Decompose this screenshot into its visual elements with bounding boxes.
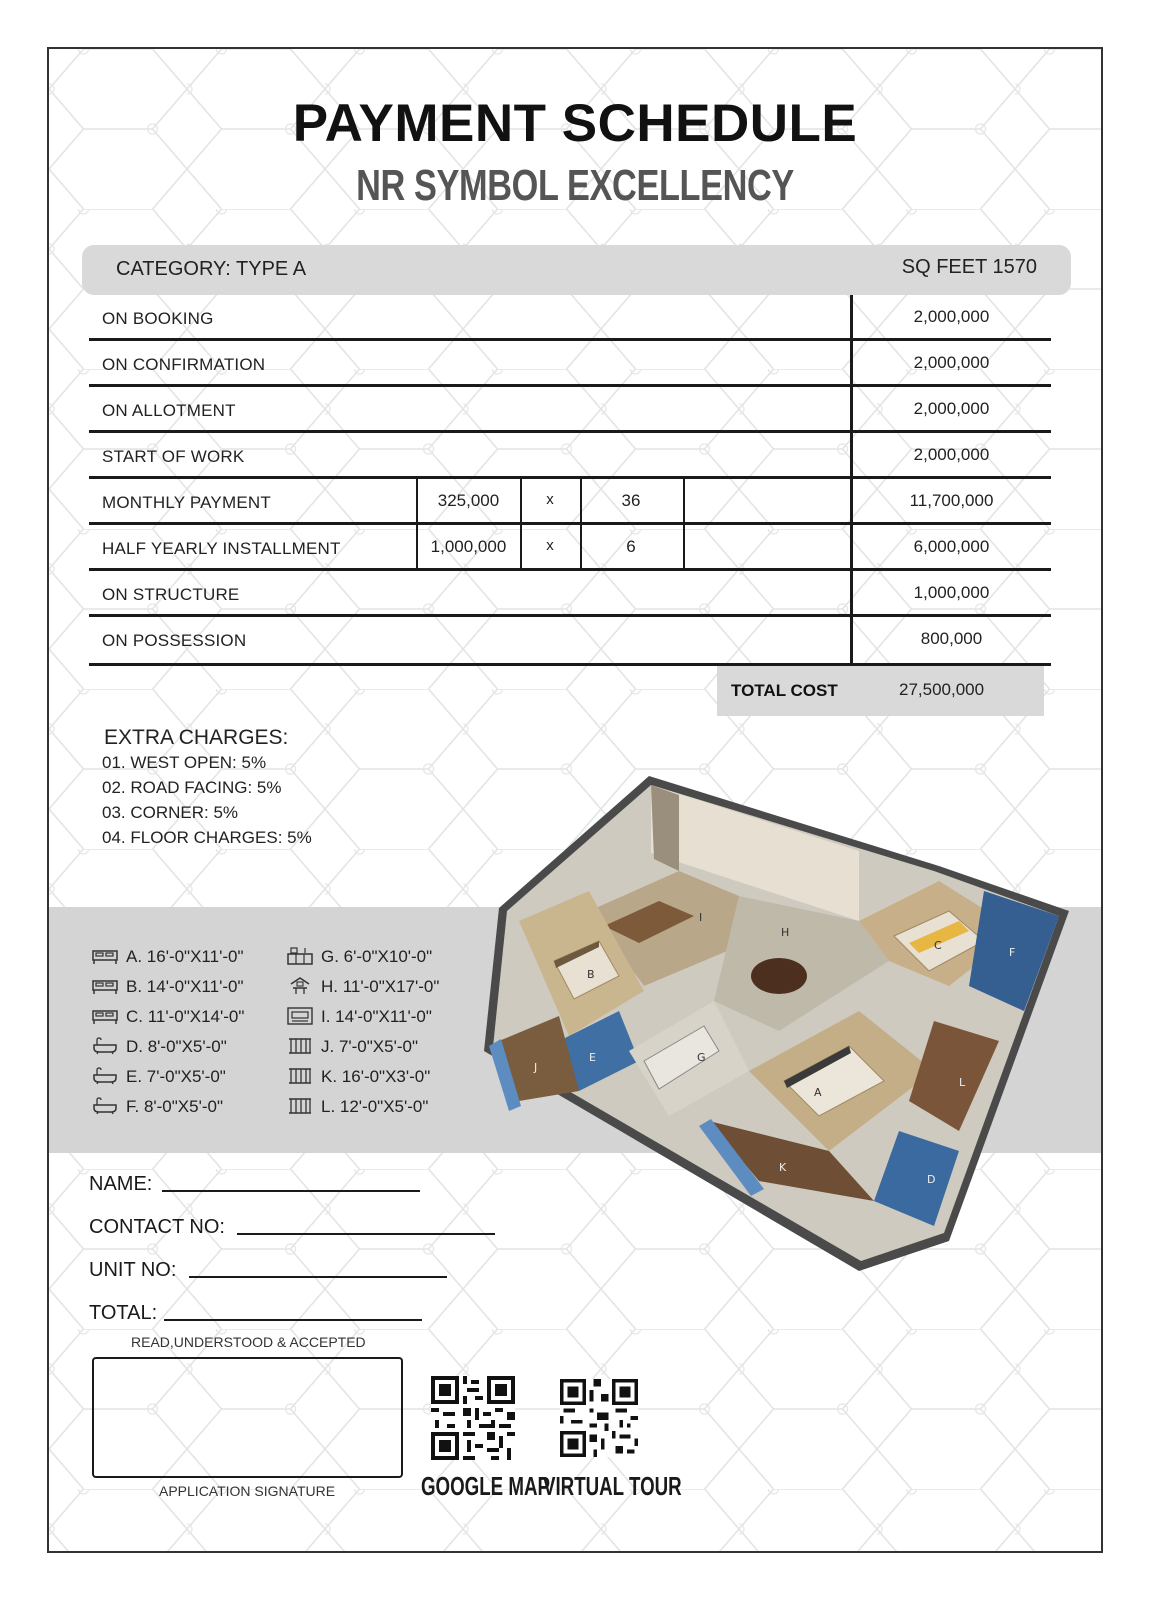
room-dimension-text: L. 12'-0"X5'-0" bbox=[321, 1097, 429, 1116]
name-label: NAME: bbox=[89, 1173, 153, 1195]
name-field[interactable] bbox=[162, 1190, 420, 1192]
contact-field[interactable] bbox=[237, 1233, 495, 1235]
page-title: PAYMENT SCHEDULE bbox=[292, 94, 858, 153]
balcony-icon bbox=[287, 1067, 313, 1085]
installment-unit: 325,000 bbox=[437, 491, 500, 510]
row-label: START OF WORK bbox=[102, 447, 245, 466]
row-amount: 2,000,000 bbox=[913, 307, 990, 326]
unit-field[interactable] bbox=[189, 1276, 447, 1278]
floor-plan-label: D bbox=[927, 1173, 936, 1186]
room-dimension-item bbox=[92, 1037, 227, 1057]
lounge-icon bbox=[287, 1007, 313, 1025]
room-dimension-item bbox=[287, 977, 439, 997]
room-dimension-text: J. 7'-0"X5'-0" bbox=[321, 1037, 418, 1056]
multiply-sign: x bbox=[546, 491, 554, 508]
room-dimension-item bbox=[92, 977, 243, 997]
table-row bbox=[89, 387, 1051, 433]
bathtub-icon bbox=[92, 1067, 118, 1085]
room-dimension-item bbox=[287, 1037, 418, 1057]
virtual-tour-label: VIRTUAL TOUR bbox=[543, 1471, 682, 1501]
bed-icon bbox=[92, 1007, 118, 1025]
room-dimension-item bbox=[92, 1097, 223, 1117]
room-dimension-item bbox=[287, 1067, 430, 1087]
table-row bbox=[89, 571, 1051, 617]
floor-plan-label: A bbox=[814, 1086, 822, 1099]
row-amount: 2,000,000 bbox=[913, 445, 990, 464]
payment-schedule-sheet bbox=[47, 47, 1103, 1553]
acceptance-note: READ,UNDERSTOOD & ACCEPTED bbox=[131, 1334, 366, 1350]
google-map-qr-code[interactable] bbox=[431, 1375, 515, 1461]
category-bar bbox=[82, 245, 1071, 295]
row-amount: 1,000,000 bbox=[913, 583, 990, 602]
amount-column-divider bbox=[850, 295, 853, 666]
row-label: ON POSSESSION bbox=[102, 631, 247, 650]
cell-divider bbox=[520, 479, 522, 571]
row-label: ON ALLOTMENT bbox=[102, 401, 236, 420]
floor-plan-label: I bbox=[699, 911, 703, 924]
multiply-sign: x bbox=[546, 537, 554, 554]
row-amount: 2,000,000 bbox=[913, 399, 990, 418]
room-dimension-item bbox=[287, 1007, 432, 1027]
installment-count: 36 bbox=[621, 491, 641, 510]
bathtub-icon bbox=[92, 1037, 118, 1055]
extra-charge-item: 02. ROAD FACING: 5% bbox=[102, 778, 282, 797]
room-dimension-text: F. 8'-0"X5'-0" bbox=[126, 1097, 223, 1116]
room-dimension-item bbox=[92, 947, 243, 967]
room-dimension-item bbox=[92, 1007, 244, 1027]
row-amount: 800,000 bbox=[920, 629, 983, 648]
row-label: ON BOOKING bbox=[102, 309, 214, 328]
room-dimension-text: C. 11'-0"X14'-0" bbox=[126, 1007, 245, 1026]
extra-charge-item: 01. WEST OPEN: 5% bbox=[102, 753, 267, 772]
floor-plan-label: C bbox=[934, 939, 942, 952]
installment-unit: 1,000,000 bbox=[430, 537, 507, 556]
floor-plan-label: H bbox=[781, 926, 790, 939]
total-cost-box bbox=[717, 666, 1044, 716]
total-cost-value: 27,500,000 bbox=[899, 680, 985, 699]
row-amount: 11,700,000 bbox=[909, 491, 994, 510]
floor-plan-label: B bbox=[587, 968, 595, 981]
installment-count: 6 bbox=[626, 537, 636, 556]
contact-label: CONTACT NO: bbox=[89, 1216, 225, 1238]
kitchen-icon bbox=[287, 947, 313, 965]
row-label: HALF YEARLY INSTALLMENT bbox=[102, 539, 341, 558]
row-label: ON STRUCTURE bbox=[102, 585, 240, 604]
extra-charge-item: 03. CORNER: 5% bbox=[102, 803, 239, 822]
table-row bbox=[89, 295, 1051, 341]
virtual-tour-qr-code[interactable] bbox=[560, 1377, 638, 1459]
cell-divider bbox=[580, 479, 582, 571]
room-dimension-text: D. 8'-0"X5'-0" bbox=[126, 1037, 227, 1056]
row-amount: 6,000,000 bbox=[913, 537, 990, 556]
room-dimension-item bbox=[287, 947, 432, 967]
floor-plan-label: K bbox=[779, 1161, 787, 1174]
room-dimension-item bbox=[287, 1097, 428, 1117]
extra-charges-heading: EXTRA CHARGES: bbox=[104, 726, 289, 749]
signature-label: APPLICATION SIGNATURE bbox=[159, 1483, 336, 1499]
room-dimension-item bbox=[92, 1067, 226, 1087]
signature-box[interactable] bbox=[92, 1357, 403, 1478]
unit-label: UNIT NO: bbox=[89, 1259, 177, 1281]
balcony-icon bbox=[287, 1037, 313, 1055]
room-dimension-text: E. 7'-0"X5'-0" bbox=[126, 1067, 226, 1086]
cell-divider bbox=[416, 479, 418, 571]
table-row bbox=[89, 617, 1051, 666]
table-row bbox=[89, 433, 1051, 479]
extra-charge-item: 04. FLOOR CHARGES: 5% bbox=[102, 828, 312, 847]
row-label: ON CONFIRMATION bbox=[102, 355, 266, 374]
project-name: NR SYMBOL EXCELLENCY bbox=[356, 161, 794, 210]
row-label: MONTHLY PAYMENT bbox=[102, 493, 271, 512]
floor-plan-illustration bbox=[479, 771, 1085, 1283]
cell-divider bbox=[683, 479, 685, 571]
dining-icon bbox=[287, 977, 313, 995]
bed-icon bbox=[92, 947, 118, 965]
floor-plan-label: L bbox=[959, 1076, 966, 1089]
total-field[interactable] bbox=[164, 1319, 422, 1321]
floor-plan-label: F bbox=[1009, 946, 1016, 959]
bathtub-icon bbox=[92, 1097, 118, 1115]
floor-plan-label: J bbox=[534, 1061, 538, 1074]
category-label: CATEGORY: TYPE A bbox=[116, 258, 307, 280]
total-label: TOTAL: bbox=[89, 1302, 158, 1324]
room-dimension-text: K. 16'-0"X3'-0" bbox=[321, 1067, 431, 1086]
bed-icon bbox=[92, 977, 118, 995]
room-dimension-text: I. 14'-0"X11'-0" bbox=[321, 1007, 432, 1026]
google-map-label: GOOGLE MAP bbox=[421, 1471, 550, 1501]
table-row bbox=[89, 525, 1051, 571]
floor-plan-label: G bbox=[697, 1051, 706, 1064]
floor-plan-label: E bbox=[589, 1051, 596, 1064]
total-cost-label: TOTAL COST bbox=[731, 681, 838, 700]
table-row bbox=[89, 479, 1051, 525]
room-dimension-text: A. 16'-0"X11'-0" bbox=[126, 947, 244, 966]
room-dimension-text: B. 14'-0"X11'-0" bbox=[126, 977, 244, 996]
room-dimension-text: G. 6'-0"X10'-0" bbox=[321, 947, 433, 966]
table-row bbox=[89, 341, 1051, 387]
square-feet-label: SQ FEET 1570 bbox=[901, 256, 1037, 278]
row-amount: 2,000,000 bbox=[913, 353, 990, 372]
balcony-icon bbox=[287, 1097, 313, 1115]
room-dimension-text: H. 11'-0"X17'-0" bbox=[321, 977, 440, 996]
